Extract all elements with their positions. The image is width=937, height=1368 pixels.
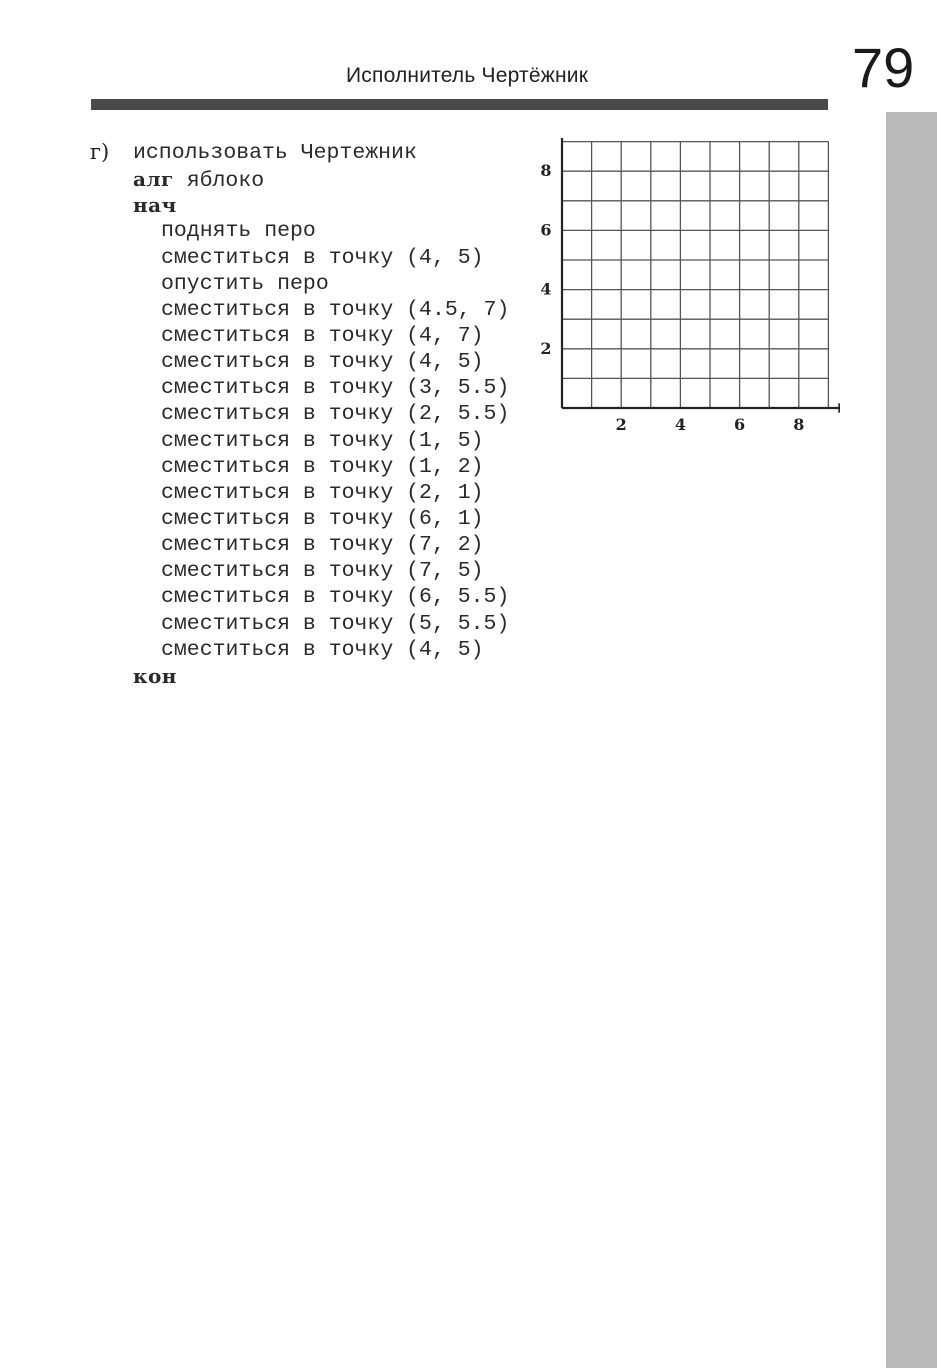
code-text: сместиться в точку (3, 5.5) [161, 376, 510, 401]
code-text: сместиться в точку (6, 5.5) [161, 585, 510, 610]
code-text: сместиться в точку (2, 5.5) [161, 402, 510, 427]
code-line [133, 584, 543, 610]
x-tick-label: 4 [674, 415, 686, 434]
code-text: сместиться в точку (5, 5.5) [161, 611, 510, 636]
code-line [133, 532, 543, 558]
y-tick-label: 2 [540, 338, 552, 358]
code-line [133, 637, 543, 663]
code-line [133, 401, 543, 427]
code-line [133, 323, 543, 349]
page-number: 79 [852, 36, 915, 99]
code-keyword: нач [133, 193, 177, 218]
running-title: Исполнитель Чертёжник [346, 64, 589, 87]
code-keyword: алг [133, 167, 174, 192]
code-line [133, 218, 543, 244]
code-text: сместиться в точку (7, 2) [161, 533, 484, 558]
code-line [133, 611, 543, 637]
code-line [133, 480, 543, 506]
code-text: сместиться в точку (1, 2) [161, 454, 484, 479]
code-text: поднять перо [161, 219, 316, 244]
code-text: сместиться в точку (4, 7) [161, 323, 484, 348]
code-text: использовать Чертежник [133, 141, 417, 165]
coordinate-grid-svg [530, 138, 840, 438]
x-tick-label: 8 [793, 415, 805, 434]
code-line [133, 166, 543, 192]
code-line [133, 140, 543, 166]
code-line [133, 428, 543, 454]
code-text: сместиться в точку (4, 5) [161, 350, 484, 375]
x-tick-label: 6 [734, 415, 746, 434]
x-tick-label: 2 [615, 415, 627, 434]
algorithm-listing [133, 140, 543, 689]
code-line [133, 558, 543, 584]
code-text: сместиться в точку (2, 1) [161, 480, 484, 505]
code-line [133, 663, 543, 689]
page-edge-strip [886, 112, 937, 1368]
exercise-label: г) [90, 140, 110, 164]
code-text: сместиться в точку (1, 5) [161, 428, 484, 453]
code-line [133, 297, 543, 323]
code-text: сместиться в точку (4, 5) [161, 245, 484, 270]
code-keyword: кон [133, 663, 177, 688]
y-tick-label: 8 [540, 161, 552, 181]
code-line [133, 375, 543, 401]
code-line [133, 349, 543, 375]
x-axis-arrow-icon [838, 403, 840, 413]
coordinate-grid [530, 138, 840, 438]
code-line [133, 271, 543, 297]
code-text: сместиться в точку (7, 5) [161, 559, 484, 584]
code-line [133, 192, 543, 218]
y-tick-label: 4 [540, 279, 552, 299]
code-text: опустить перо [161, 271, 329, 296]
y-tick-label: 6 [540, 220, 552, 240]
code-text: яблоко [173, 169, 265, 194]
code-line [133, 454, 543, 480]
code-text: сместиться в точку (4, 5) [161, 637, 484, 662]
code-text: сместиться в точку (4.5, 7) [161, 297, 510, 322]
code-line [133, 506, 543, 532]
code-text: сместиться в точку (6, 1) [161, 506, 484, 531]
code-line [133, 245, 543, 271]
header-rule [91, 99, 828, 110]
